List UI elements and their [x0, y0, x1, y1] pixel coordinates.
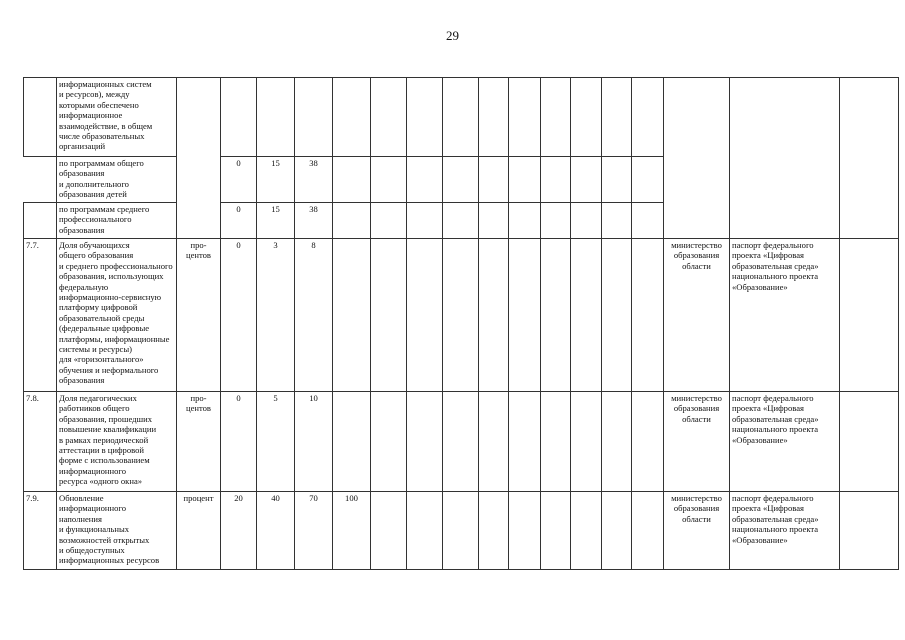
value-cell: 15: [257, 157, 295, 203]
value-cell: [333, 203, 371, 239]
value-cell: [541, 203, 571, 239]
description-cell: Обновление информационного наполнения и функциональных возможностей открытых и общедоступных информационных ресурсов: [57, 492, 177, 570]
value-cell: [602, 239, 632, 392]
responsible-cell: министерство образования области: [664, 492, 730, 570]
value-cell: [571, 392, 602, 492]
value-cell: [295, 78, 333, 157]
value-cell: [479, 78, 509, 157]
value-cell: [371, 392, 407, 492]
description-cell: Доля педагогических работников общего образования, прошедших повышение квалификации в рамках периодической аттестации в цифровой форме с использованием информационного ресурса «одного окна»: [57, 392, 177, 492]
row-number-cell: [24, 157, 57, 203]
value-cell: [371, 78, 407, 157]
value-cell: [371, 492, 407, 570]
row-number-cell: 7.7.: [24, 239, 57, 392]
value-cell: [407, 203, 443, 239]
value-cell: [333, 239, 371, 392]
indicators-table: [23, 77, 899, 570]
value-cell: [407, 157, 443, 203]
value-cell: [479, 157, 509, 203]
value-cell: [443, 492, 479, 570]
value-cell: [509, 157, 541, 203]
value-cell: [221, 78, 257, 157]
value-cell: [479, 203, 509, 239]
table-row: [24, 78, 899, 157]
responsible-cell: [664, 78, 730, 239]
value-cell: [371, 239, 407, 392]
value-cell: [632, 78, 664, 157]
value-cell: [571, 203, 602, 239]
value-cell: [602, 157, 632, 203]
table-row: [24, 392, 899, 492]
description-cell: по программам среднего профессионального образования: [57, 203, 177, 239]
value-cell: [632, 492, 664, 570]
value-cell: 10: [295, 392, 333, 492]
row-number-cell: [24, 203, 57, 239]
value-cell: [443, 157, 479, 203]
unit-cell: про- центов: [177, 239, 221, 392]
value-cell: 3: [257, 239, 295, 392]
row-number-cell: [24, 78, 57, 157]
responsible-cell: министерство образования области: [664, 392, 730, 492]
value-cell: [509, 78, 541, 157]
value-cell: 8: [295, 239, 333, 392]
value-cell: [479, 392, 509, 492]
value-cell: [509, 203, 541, 239]
unit-cell: [177, 78, 221, 239]
value-cell: [571, 78, 602, 157]
value-cell: 0: [221, 203, 257, 239]
value-cell: 40: [257, 492, 295, 570]
source-cell: паспорт федерального проекта «Цифровая образовательная среда» национального проекта «Образование»: [730, 392, 840, 492]
notes-cell: [840, 492, 899, 570]
source-cell: паспорт федерального проекта «Цифровая образовательная среда» национального проекта «Образование»: [730, 239, 840, 392]
value-cell: [407, 392, 443, 492]
value-cell: [602, 492, 632, 570]
value-cell: [479, 492, 509, 570]
value-cell: [632, 239, 664, 392]
value-cell: [333, 392, 371, 492]
value-cell: [371, 157, 407, 203]
source-cell: паспорт федерального проекта «Цифровая образовательная среда» национального проекта «Образование»: [730, 492, 840, 570]
value-cell: [443, 78, 479, 157]
value-cell: [541, 157, 571, 203]
value-cell: [509, 239, 541, 392]
value-cell: [407, 239, 443, 392]
value-cell: [602, 392, 632, 492]
value-cell: [632, 157, 664, 203]
value-cell: 0: [221, 157, 257, 203]
value-cell: [602, 203, 632, 239]
value-cell: [632, 203, 664, 239]
value-cell: [602, 78, 632, 157]
value-cell: 38: [295, 157, 333, 203]
value-cell: [571, 239, 602, 392]
table-row: [24, 492, 899, 570]
value-cell: [333, 78, 371, 157]
value-cell: [571, 492, 602, 570]
value-cell: [509, 492, 541, 570]
value-cell: [371, 203, 407, 239]
value-cell: 20: [221, 492, 257, 570]
value-cell: [571, 157, 602, 203]
notes-cell: [840, 78, 899, 239]
value-cell: 0: [221, 392, 257, 492]
value-cell: 70: [295, 492, 333, 570]
row-number-cell: 7.8.: [24, 392, 57, 492]
value-cell: 0: [221, 239, 257, 392]
value-cell: [632, 392, 664, 492]
value-cell: 15: [257, 203, 295, 239]
page-number: 29: [446, 28, 459, 43]
value-cell: 100: [333, 492, 371, 570]
row-number-cell: 7.9.: [24, 492, 57, 570]
value-cell: [541, 78, 571, 157]
unit-cell: процент: [177, 492, 221, 570]
unit-cell: про- центов: [177, 392, 221, 492]
value-cell: [541, 492, 571, 570]
responsible-cell: министерство образования области: [664, 239, 730, 392]
description-cell: информационных систем и ресурсов), между которыми обеспечено информационное взаимодействие, в общем числе образовательных организаций: [57, 78, 177, 157]
value-cell: 5: [257, 392, 295, 492]
value-cell: [443, 392, 479, 492]
value-cell: [443, 239, 479, 392]
source-cell: [730, 78, 840, 239]
value-cell: [407, 492, 443, 570]
value-cell: [333, 157, 371, 203]
value-cell: 38: [295, 203, 333, 239]
value-cell: [257, 78, 295, 157]
value-cell: [541, 392, 571, 492]
value-cell: [541, 239, 571, 392]
notes-cell: [840, 392, 899, 492]
value-cell: [479, 239, 509, 392]
description-cell: Доля обучающихся общего образования и среднего профессионального образования, использующих федеральную информационно-сервисную платформу цифровой образовательной среды (федеральные цифровые платформы, информационные системы и ресурсы) для «горизонтального» обучения и неформального образования: [57, 239, 177, 392]
notes-cell: [840, 239, 899, 392]
value-cell: [407, 78, 443, 157]
table-row: [24, 239, 899, 392]
description-cell: по программам общего образования и дополнительного образования детей: [57, 157, 177, 203]
value-cell: [443, 203, 479, 239]
value-cell: [509, 392, 541, 492]
